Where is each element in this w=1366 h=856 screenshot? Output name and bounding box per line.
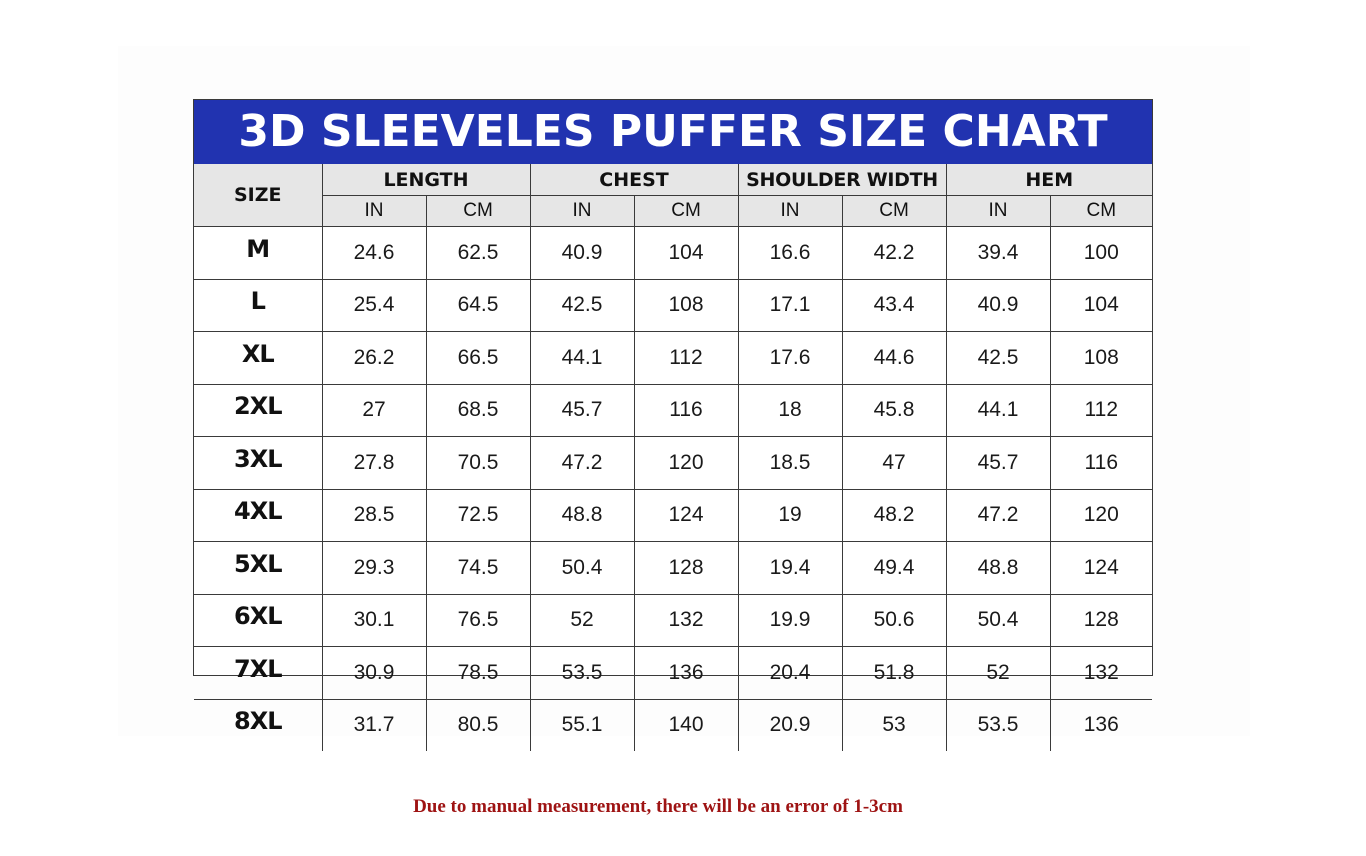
measurement-cell: 45.8: [842, 384, 946, 437]
size-label-cell: XL: [194, 332, 322, 385]
measurement-cell: 28.5: [322, 489, 426, 542]
measurement-cell: 47.2: [530, 437, 634, 490]
measurement-cell: 30.1: [322, 594, 426, 647]
header-row-groups: [194, 164, 1152, 196]
measurement-cell: 42.5: [530, 279, 634, 332]
size-chart: [193, 99, 1153, 737]
measurement-cell: 42.5: [946, 332, 1050, 385]
size-label-cell: 4XL: [194, 489, 322, 542]
size-label-cell: 5XL: [194, 542, 322, 595]
measurement-cell: 140: [634, 699, 738, 751]
measurement-cell: 53.5: [530, 647, 634, 700]
measurement-cell: 31.7: [322, 699, 426, 751]
measurement-cell: 26.2: [322, 332, 426, 385]
unit-header: CM: [842, 196, 946, 227]
measurement-cell: 27.8: [322, 437, 426, 490]
measurement-cell: 44.1: [946, 384, 1050, 437]
hem-header: HEM: [946, 164, 1152, 196]
measurement-cell: 25.4: [322, 279, 426, 332]
measurement-cell: 76.5: [426, 594, 530, 647]
measurement-cell: 45.7: [946, 437, 1050, 490]
size-label-cell: 7XL: [194, 647, 322, 700]
measurement-cell: 53.5: [946, 699, 1050, 751]
size-label-cell: L: [194, 279, 322, 332]
unit-header: IN: [738, 196, 842, 227]
measurement-cell: 108: [1050, 332, 1152, 385]
measurement-cell: 24.6: [322, 227, 426, 280]
measurement-cell: 20.4: [738, 647, 842, 700]
measurement-cell: 136: [1050, 699, 1152, 751]
measurement-cell: 136: [634, 647, 738, 700]
measurement-cell: 120: [634, 437, 738, 490]
measurement-cell: 62.5: [426, 227, 530, 280]
measurement-cell: 27: [322, 384, 426, 437]
chart-title: 3D SLEEVELES PUFFER SIZE CHART: [194, 100, 1152, 164]
measurement-cell: 52: [946, 647, 1050, 700]
measurement-cell: 112: [634, 332, 738, 385]
measurement-cell: 116: [634, 384, 738, 437]
measurement-cell: 116: [1050, 437, 1152, 490]
measurement-cell: 50.4: [530, 542, 634, 595]
measurement-cell: 55.1: [530, 699, 634, 751]
shoulder-width-header: SHOULDER WIDTH: [738, 164, 946, 196]
measurement-cell: 48.2: [842, 489, 946, 542]
measurement-cell: 44.6: [842, 332, 946, 385]
measurement-cell: 124: [1050, 542, 1152, 595]
measurement-cell: 19.4: [738, 542, 842, 595]
measurement-cell: 124: [634, 489, 738, 542]
table-row: [194, 542, 1152, 595]
measurement-cell: 72.5: [426, 489, 530, 542]
measurement-cell: 100: [1050, 227, 1152, 280]
measurement-cell: 66.5: [426, 332, 530, 385]
length-header: LENGTH: [322, 164, 530, 196]
measurement-cell: 47: [842, 437, 946, 490]
measurement-cell: 128: [634, 542, 738, 595]
measurement-cell: 43.4: [842, 279, 946, 332]
unit-header: IN: [530, 196, 634, 227]
table-row: [194, 332, 1152, 385]
measurement-cell: 132: [634, 594, 738, 647]
unit-header: IN: [322, 196, 426, 227]
size-label-cell: 8XL: [194, 699, 322, 751]
size-label-cell: M: [194, 227, 322, 280]
measurement-cell: 17.6: [738, 332, 842, 385]
measurement-cell: 20.9: [738, 699, 842, 751]
measurement-cell: 50.6: [842, 594, 946, 647]
measurement-cell: 29.3: [322, 542, 426, 595]
measurement-cell: 47.2: [946, 489, 1050, 542]
table-row: [194, 437, 1152, 490]
measurement-cell: 18.5: [738, 437, 842, 490]
measurement-cell: 48.8: [530, 489, 634, 542]
measurement-cell: 104: [1050, 279, 1152, 332]
unit-header: CM: [634, 196, 738, 227]
measurement-cell: 48.8: [946, 542, 1050, 595]
chest-header: CHEST: [530, 164, 738, 196]
measurement-cell: 40.9: [530, 227, 634, 280]
size-label-cell: 6XL: [194, 594, 322, 647]
measurement-cell: 45.7: [530, 384, 634, 437]
measurement-cell: 128: [1050, 594, 1152, 647]
measurement-cell: 78.5: [426, 647, 530, 700]
measurement-cell: 68.5: [426, 384, 530, 437]
measurement-cell: 120: [1050, 489, 1152, 542]
unit-header: CM: [1050, 196, 1152, 227]
measurement-cell: 108: [634, 279, 738, 332]
measurement-note: Due to manual measurement, there will be an error of 1-3cm: [413, 796, 903, 817]
measurement-cell: 50.4: [946, 594, 1050, 647]
size-label-cell: 2XL: [194, 384, 322, 437]
measurement-cell: 39.4: [946, 227, 1050, 280]
header-row-units: [194, 196, 1152, 227]
measurement-cell: 104: [634, 227, 738, 280]
measurement-cell: 30.9: [322, 647, 426, 700]
measurement-cell: 18: [738, 384, 842, 437]
measurement-cell: 17.1: [738, 279, 842, 332]
measurement-cell: 44.1: [530, 332, 634, 385]
measurement-cell: 51.8: [842, 647, 946, 700]
table-row: [194, 227, 1152, 280]
unit-header: IN: [946, 196, 1050, 227]
size-table: [194, 164, 1152, 751]
measurement-cell: 70.5: [426, 437, 530, 490]
size-label-cell: 3XL: [194, 437, 322, 490]
measurement-cell: 49.4: [842, 542, 946, 595]
measurement-cell: 132: [1050, 647, 1152, 700]
table-row: [194, 699, 1152, 751]
table-row: [194, 594, 1152, 647]
measurement-cell: 52: [530, 594, 634, 647]
table-row: [194, 489, 1152, 542]
measurement-cell: 64.5: [426, 279, 530, 332]
measurement-cell: 42.2: [842, 227, 946, 280]
size-column-header: SIZE: [194, 164, 322, 227]
measurement-cell: 19: [738, 489, 842, 542]
table-row: [194, 384, 1152, 437]
unit-header: CM: [426, 196, 530, 227]
table-row: [194, 647, 1152, 700]
table-row: [194, 279, 1152, 332]
size-table-body: [194, 164, 1152, 751]
measurement-cell: 112: [1050, 384, 1152, 437]
measurement-cell: 19.9: [738, 594, 842, 647]
measurement-cell: 80.5: [426, 699, 530, 751]
measurement-cell: 53: [842, 699, 946, 751]
measurement-cell: 74.5: [426, 542, 530, 595]
measurement-cell: 16.6: [738, 227, 842, 280]
measurement-cell: 40.9: [946, 279, 1050, 332]
